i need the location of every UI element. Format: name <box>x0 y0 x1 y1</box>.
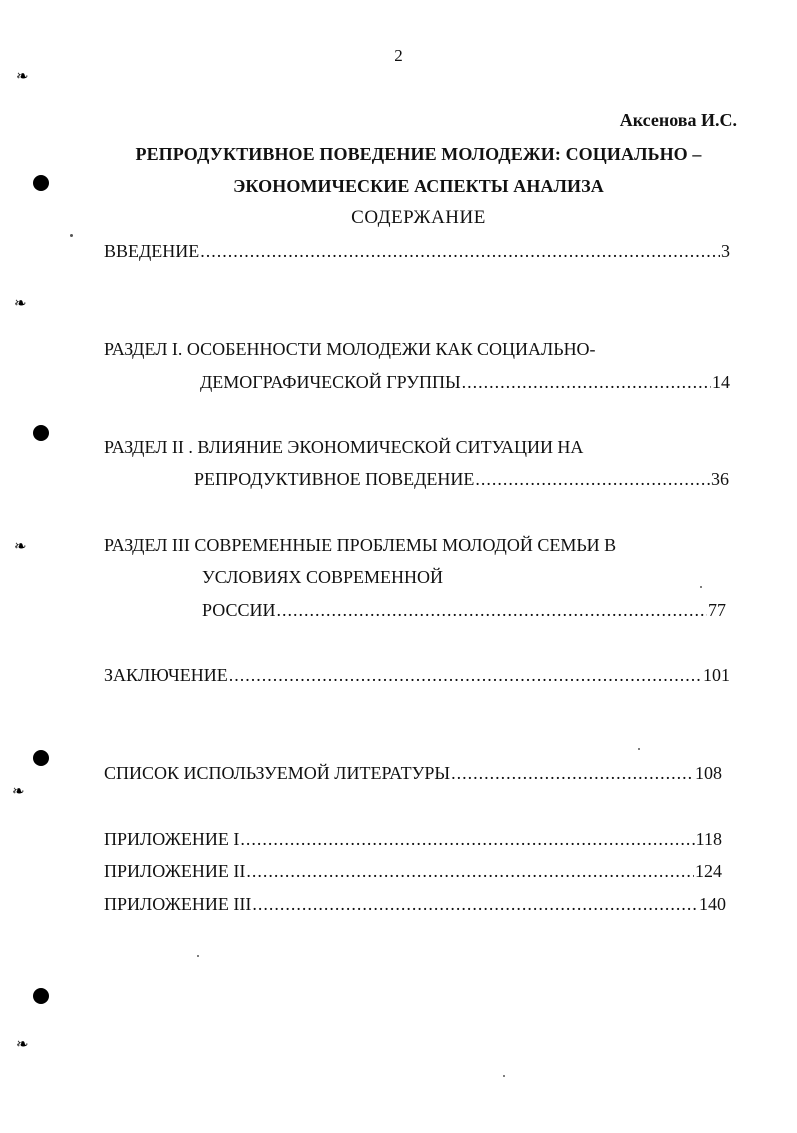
author-name: Аксенова И.С. <box>619 110 737 130</box>
toc-entry-label: РЕПРОДУКТИВНОЕ ПОВЕДЕНИЕ <box>194 469 475 489</box>
toc-entry-page: 3 <box>721 241 730 261</box>
toc-entry-page: 101 <box>703 665 730 685</box>
toc-section2-line1: РАЗДЕЛ II . ВЛИЯНИЕ ЭКОНОМИЧЕСКОЙ СИТУАЦИИ НА <box>104 437 584 457</box>
toc-entry-label: ПРИЛОЖЕНИЕ I <box>104 829 240 849</box>
toc-entry-references <box>104 762 722 784</box>
toc-entry-appendix-3 <box>104 893 726 915</box>
toc-entry-page: 36 <box>711 469 729 489</box>
toc-entry-appendix-2 <box>104 860 722 882</box>
toc-entry-page: 108 <box>695 763 722 783</box>
toc-section3-line1: РАЗДЕЛ III СОВРЕМЕННЫЕ ПРОБЛЕМЫ МОЛОДОЙ СЕМЬИ В <box>104 535 617 555</box>
scan-speck <box>700 586 702 588</box>
punch-mark-icon: ❧ <box>16 69 29 85</box>
dot-leader <box>451 762 694 784</box>
dot-leader <box>462 371 711 393</box>
punch-hole-icon <box>33 750 49 766</box>
scan-speck <box>197 955 199 957</box>
toc-entry-label: СПИСОК ИСПОЛЬЗУЕМОЙ ЛИТЕРАТУРЫ <box>104 763 451 783</box>
toc-entry-label: ПРИЛОЖЕНИЕ II <box>104 861 246 881</box>
contents-heading: СОДЕРЖАНИЕ <box>351 207 486 228</box>
toc-entry-section2 <box>194 468 729 490</box>
toc-entry-label: ДЕМОГРАФИЧЕСКОЙ ГРУППЫ <box>200 372 461 392</box>
toc-entry-label: ПРИЛОЖЕНИЕ III <box>104 894 252 914</box>
document-title-line-1: РЕПРОДУКТИВНОЕ ПОВЕДЕНИЕ МОЛОДЕЖИ: СОЦИАЛЬНО – <box>135 144 702 164</box>
toc-entry-page: 118 <box>695 829 722 849</box>
dot-leader <box>276 599 707 621</box>
scan-speck <box>70 234 73 237</box>
punch-hole-icon <box>33 988 49 1004</box>
punch-hole-icon <box>33 425 49 441</box>
toc-section1-line1: РАЗДЕЛ I. ОСОБЕННОСТИ МОЛОДЕЖИ КАК СОЦИАЛЬНО- <box>104 339 596 359</box>
toc-entry-page: 140 <box>699 894 726 914</box>
toc-entry-intro <box>104 240 730 262</box>
page-number: 2 <box>394 46 403 65</box>
dot-leader <box>200 240 720 262</box>
punch-mark-icon: ❧ <box>14 296 27 312</box>
toc-entry-page: 77 <box>708 600 726 620</box>
scan-speck <box>638 748 640 750</box>
toc-entry-label: ЗАКЛЮЧЕНИЕ <box>104 665 228 685</box>
toc-entry-appendix-1 <box>104 828 722 850</box>
toc-entry-label: ВВЕДЕНИЕ <box>104 241 200 261</box>
document-title-line-2: ЭКОНОМИЧЕСКИЕ АСПЕКТЫ АНАЛИЗА <box>233 176 604 196</box>
punch-mark-icon: ❧ <box>12 784 25 800</box>
dot-leader <box>475 468 710 490</box>
toc-entry-section1 <box>200 371 730 393</box>
dot-leader <box>246 860 694 882</box>
scan-speck <box>503 1075 505 1077</box>
punch-mark-icon: ❧ <box>16 1037 29 1053</box>
toc-entry-page: 14 <box>712 372 730 392</box>
toc-section3-line2: УСЛОВИЯХ СОВРЕМЕННОЙ <box>202 567 444 587</box>
dot-leader <box>240 828 694 850</box>
toc-entry-section3 <box>202 599 726 621</box>
toc-entry-label: РОССИИ <box>202 600 276 620</box>
dot-leader <box>252 893 698 915</box>
punch-mark-icon: ❧ <box>14 539 27 555</box>
toc-entry-conclusion <box>104 664 730 686</box>
dot-leader <box>229 664 702 686</box>
toc-entry-page: 124 <box>695 861 722 881</box>
